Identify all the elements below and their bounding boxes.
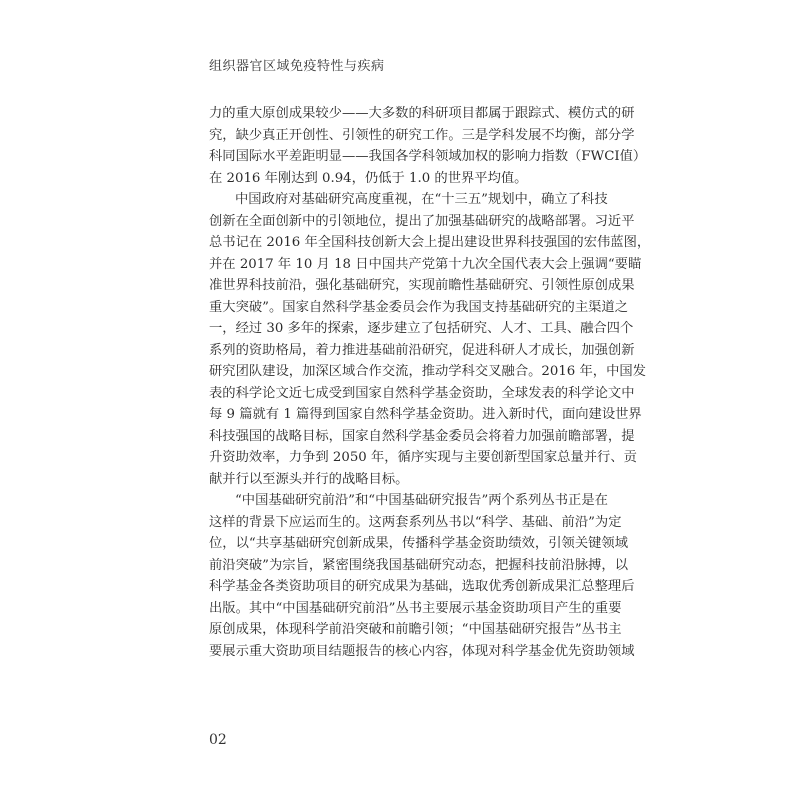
text-line: 科技强国的战略目标，国家自然科学基金委员会将着力加强前瞻部署，提 [209, 428, 635, 444]
text-line: 前沿突破”为宗旨，紧密围绕我国基础研究动态，把握科技前沿脉搏，以 [209, 557, 628, 573]
text-line: 准世界科技前沿，强化基础研究，实现前瞻性基础研究、引领性原创成果 [209, 278, 635, 293]
paragraph-2 [209, 189, 651, 490]
text-line: 在 2016 年刚达到 0.94，仍低于 1.0 的世界平均值。 [209, 170, 528, 186]
text-line: 原创成果，体现科学前沿突破和前瞻引领；“中国基础研究报告”丛书主 [209, 622, 622, 637]
text-line: 中国政府对基础研究高度重视，在“十三五”规划中，确立了科技 [235, 192, 608, 207]
text-line: 这样的背景下应运而生的。这两套系列丛书以“科学、基础、前沿”为定 [209, 514, 622, 530]
body-text [209, 103, 651, 662]
running-header-title: 组织器官区域免疫特性与疾病 [209, 59, 385, 74]
text-line: 科学基金各类资助项目的研究成果为基础，选取优秀创新成果汇总整理后 [209, 579, 635, 594]
text-line: 一，经过 30 多年的探索，逐步建立了包括研究、人才、工具、融合四个 [209, 321, 634, 336]
text-line: 科同国际水平差距明显——我国各学科领域加权的影响力指数（FWCI值） [209, 149, 647, 164]
text-line: 创新在全面创新中的引领地位，提出了加强基础研究的战略部署。习近平 [209, 213, 635, 229]
text-line: 要展示重大资助项目结题报告的核心内容，体现对科学基金优先资助领域 [209, 643, 635, 659]
text-line: 献并行以至源头并行的战略目标。 [209, 471, 409, 487]
paragraph-3 [209, 490, 635, 662]
text-line: 位，以“共享基础研究创新成果，传播科学基金资助绩效，引领关键领域 [209, 536, 628, 551]
text-line: 力的重大原创成果较少——大多数的科研项目都属于跟踪式、模仿式的研 [209, 106, 635, 121]
text-line: 出版。其中“中国基础研究前沿”丛书主要展示基金资助项目产生的重要 [209, 600, 622, 616]
text-line: 升资助效率，力争到 2050 年，循序实现与主要创新型国家总量并行、贡 [209, 450, 637, 465]
text-line: “中国基础研究前沿”和“中国基础研究报告”两个系列丛书正是在 [235, 493, 608, 508]
text-line: 并在 2017 年 10 月 18 日中国共产党第十九次全国代表大会上强调“要瞄 [209, 256, 642, 272]
text-line: 研究团队建设，加深区域合作交流，推动学科交叉融合。2016 年，中国发 [209, 364, 646, 379]
text-line: 总书记在 2016 年全国科技创新大会上提出建设世界科技强国的宏伟蓝图， [209, 235, 651, 250]
text-line: 重大突破”。国家自然科学基金委员会作为我国支持基础研究的主渠道之 [209, 299, 628, 315]
text-line: 每 9 篇就有 1 篇得到国家自然科学基金资助。进入新时代，面向建设世界 [209, 407, 642, 422]
text-line: 表的科学论文近七成受到国家自然科学基金资助，全球发表的科学论文中 [209, 385, 635, 401]
text-line: 系列的资助格局，着力推进基础前沿研究，促进科研人才成长，加强创新 [209, 342, 635, 358]
text-line: 究，缺少真正开创性、引领性的研究工作。三是学科发展不均衡，部分学 [209, 127, 635, 143]
paragraph-1 [209, 103, 647, 189]
page-number: 02 [209, 732, 227, 748]
